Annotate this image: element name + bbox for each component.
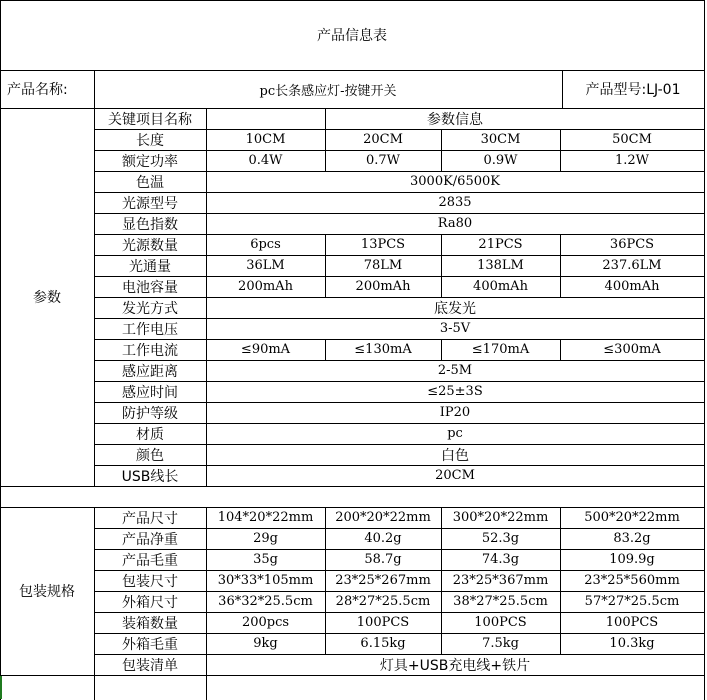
pack-row-value[interactable]: 6.15kg <box>360 636 406 651</box>
grid-line <box>94 234 705 235</box>
pack-row-label[interactable]: 包装清单 <box>122 657 178 674</box>
pack-row-label[interactable]: 产品净重 <box>122 531 178 548</box>
param-row-value[interactable]: 10CM <box>245 132 286 147</box>
grid-line <box>94 423 705 424</box>
param-row-value[interactable]: 6pcs <box>250 237 281 252</box>
param-row-value[interactable]: IP20 <box>439 405 471 420</box>
param-row-value[interactable]: 36LM <box>246 258 285 273</box>
grid-line <box>325 612 326 634</box>
param-row-value[interactable]: 3-5V <box>439 321 471 336</box>
grid-line <box>94 255 705 256</box>
grid-line <box>325 108 326 130</box>
param-row-label[interactable]: 防护等级 <box>122 405 178 422</box>
param-row-value[interactable]: ≤90mA <box>240 342 291 357</box>
grid-line <box>206 591 207 613</box>
param-row-label[interactable]: 工作电流 <box>122 342 178 359</box>
grid-line <box>206 612 207 634</box>
grid-line <box>325 591 326 613</box>
param-row-value[interactable]: 2835 <box>438 195 472 210</box>
pack-row-value[interactable]: 100PCS <box>605 615 659 630</box>
grid-line <box>94 129 705 130</box>
grid-line <box>560 549 561 571</box>
pack-row-label[interactable]: 包装尺寸 <box>122 573 178 590</box>
param-row-label[interactable]: 光源型号 <box>122 195 178 212</box>
pack-row-value[interactable]: 104*20*22mm <box>217 510 314 525</box>
pack-row-value[interactable]: 40.2g <box>364 531 402 546</box>
param-row-value[interactable]: 138LM <box>477 258 524 273</box>
param-row-value[interactable]: 20CM <box>435 468 475 483</box>
grid-line <box>94 654 705 655</box>
grid-line <box>206 570 207 592</box>
grid-line <box>325 633 326 655</box>
pack-row-value[interactable]: 10.3kg <box>609 636 655 651</box>
param-row-value[interactable]: 0.4W <box>248 153 283 168</box>
param-row-value[interactable]: 0.7W <box>365 153 401 168</box>
grid-line <box>94 339 705 340</box>
param-row-value[interactable]: 36PCS <box>609 237 655 252</box>
param-row-value[interactable]: 30CM <box>480 132 521 147</box>
param-row-label[interactable]: 色温 <box>136 174 164 191</box>
grid-line <box>560 255 561 277</box>
grid-line <box>560 612 561 634</box>
pack-row-label[interactable]: 外箱毛重 <box>122 636 178 653</box>
grid-line <box>206 402 207 424</box>
grid-line <box>94 360 705 361</box>
grid-line <box>0 486 705 487</box>
grid-line <box>560 276 561 298</box>
pack-row-value[interactable]: 9kg <box>253 636 278 651</box>
pack-row-value[interactable]: 57*27*25.5cm <box>584 594 680 609</box>
param-row-label[interactable]: 材质 <box>136 426 164 443</box>
grid-line <box>325 528 326 550</box>
pack-row-value[interactable]: 38*27*25.5cm <box>453 594 548 609</box>
selection-indicator <box>0 676 2 699</box>
param-row-value[interactable]: 50CM <box>612 132 652 147</box>
pack-row-value[interactable]: 30*33*105mm <box>217 573 314 588</box>
grid-line <box>441 129 442 151</box>
pack-row-value[interactable]: 灯具+USB充电线+铁片 <box>379 657 531 674</box>
grid-line <box>206 507 207 529</box>
grid-line <box>94 192 705 193</box>
grid-line <box>441 633 442 655</box>
grid-line <box>94 444 705 445</box>
param-row-value[interactable]: 400mAh <box>473 279 528 294</box>
product-model-label[interactable]: 产品型号:LJ-01 <box>585 82 681 98</box>
grid-line <box>206 108 207 130</box>
param-row-value[interactable]: 20CM <box>363 132 403 147</box>
grid-line <box>206 633 207 655</box>
param-row-label[interactable]: 感应时间 <box>122 384 178 401</box>
grid-line <box>94 150 705 151</box>
grid-line <box>94 528 705 529</box>
param-row-value[interactable]: 200mAh <box>355 279 411 294</box>
grid-line <box>560 633 561 655</box>
grid-line <box>0 0 705 1</box>
grid-line <box>0 0 1 700</box>
param-row-label[interactable]: 电池容量 <box>122 279 178 296</box>
grid-line <box>94 171 705 172</box>
params-group-label[interactable]: 参数 <box>33 290 61 306</box>
param-row-label[interactable]: 光源数量 <box>122 237 178 254</box>
pack-row-value[interactable]: 200pcs <box>241 615 290 630</box>
pack-row-label[interactable]: 产品毛重 <box>122 552 178 569</box>
param-row-value[interactable]: pc <box>447 426 463 441</box>
grid-line <box>441 591 442 613</box>
grid-line <box>94 549 705 550</box>
grid-line <box>94 318 705 319</box>
grid-line <box>206 654 207 676</box>
sheet-title[interactable]: 产品信息表 <box>317 28 387 44</box>
param-row-label[interactable]: 光通量 <box>129 258 171 275</box>
grid-line <box>0 507 705 508</box>
param-row-value[interactable]: 78LM <box>363 258 403 273</box>
grid-line <box>560 591 561 613</box>
pack-row-value[interactable]: 100PCS <box>474 615 527 630</box>
grid-line <box>441 612 442 634</box>
grid-line <box>206 318 207 340</box>
product-name-label[interactable]: 产品名称: <box>7 82 68 98</box>
grid-line <box>560 234 561 256</box>
grid-line <box>206 276 207 298</box>
grid-line <box>94 108 95 487</box>
grid-line <box>441 234 442 256</box>
pack-row-value[interactable]: 74.3g <box>481 552 520 567</box>
grid-line <box>325 549 326 571</box>
param-row-value[interactable]: 1.2W <box>614 153 650 168</box>
grid-line <box>325 255 326 277</box>
param-row-value[interactable]: 底发光 <box>434 300 476 317</box>
pack-row-value[interactable]: 23*25*560mm <box>584 573 680 588</box>
param-row-value[interactable]: 2-5M <box>437 363 473 378</box>
pack-row-value[interactable]: 36*32*25.5cm <box>218 594 313 609</box>
param-row-value[interactable]: 3000K/6500K <box>410 174 500 189</box>
param-row-value[interactable]: ≤25±3S <box>427 384 483 399</box>
pack-row-value[interactable]: 29g <box>253 531 278 546</box>
grid-line <box>441 150 442 172</box>
param-row-label[interactable]: 发光方式 <box>122 300 178 317</box>
pack-row-value[interactable]: 500*20*22mm <box>584 510 680 525</box>
pack-row-value[interactable]: 300*20*22mm <box>452 510 549 525</box>
pack-row-value[interactable]: 83.2g <box>613 531 651 546</box>
grid-line <box>441 528 442 550</box>
grid-line <box>206 192 207 214</box>
grid-line <box>94 591 705 592</box>
grid-line <box>206 171 207 193</box>
grid-line <box>560 339 561 361</box>
grid-line <box>441 276 442 298</box>
param-row-value[interactable]: 200mAh <box>238 279 293 294</box>
grid-line <box>206 381 207 403</box>
param-row-value[interactable]: 400mAh <box>604 279 660 294</box>
grid-line <box>94 381 705 382</box>
param-row-label[interactable]: USB线长 <box>121 468 179 485</box>
grid-line <box>94 402 705 403</box>
grid-line <box>704 0 705 700</box>
grid-line <box>441 255 442 277</box>
grid-line <box>206 234 207 256</box>
grid-line <box>325 234 326 256</box>
grid-line <box>0 70 705 71</box>
grid-line <box>206 255 207 277</box>
params-header-item[interactable]: 关键项目名称 <box>108 111 192 128</box>
grid-line <box>560 570 561 592</box>
grid-line <box>325 129 326 151</box>
grid-line <box>560 507 561 529</box>
grid-line <box>441 507 442 529</box>
pack-row-label[interactable]: 外箱尺寸 <box>122 594 178 611</box>
product-name-value[interactable]: pc长条感应灯-按键开关 <box>259 83 397 99</box>
grid-line <box>94 507 95 700</box>
grid-line <box>206 339 207 361</box>
param-row-label[interactable]: 长度 <box>136 132 164 149</box>
grid-line <box>325 570 326 592</box>
pack-row-value[interactable]: 109.9g <box>609 552 655 567</box>
param-row-value[interactable]: 白色 <box>441 447 469 464</box>
param-row-value[interactable]: Ra80 <box>437 216 473 231</box>
param-row-label[interactable]: 工作电压 <box>122 321 178 338</box>
grid-line <box>206 423 207 445</box>
grid-line <box>560 150 561 172</box>
param-row-value[interactable]: 0.9W <box>483 153 518 168</box>
pack-row-value[interactable]: 58.7g <box>364 552 402 567</box>
grid-line <box>94 297 705 298</box>
param-row-label[interactable]: 感应距离 <box>122 363 178 380</box>
packaging-group-label[interactable]: 包装规格 <box>19 584 75 600</box>
pack-row-value[interactable]: 35g <box>253 552 278 567</box>
pack-row-value[interactable]: 52.3g <box>481 531 520 546</box>
grid-line <box>94 213 705 214</box>
grid-line <box>562 70 563 109</box>
param-row-value[interactable]: 21PCS <box>478 237 523 252</box>
grid-line <box>206 150 207 172</box>
param-row-value[interactable]: ≤130mA <box>354 342 412 357</box>
param-row-value[interactable]: 237.6LM <box>602 258 662 273</box>
grid-line <box>560 129 561 151</box>
pack-row-label[interactable]: 产品尺寸 <box>122 510 178 527</box>
grid-line <box>206 444 207 466</box>
grid-line <box>0 108 705 109</box>
param-row-label[interactable]: 显色指数 <box>122 216 178 233</box>
pack-row-value[interactable]: 100PCS <box>356 615 410 630</box>
param-row-label[interactable]: 额定功率 <box>122 153 178 170</box>
grid-line <box>94 276 705 277</box>
grid-line <box>325 150 326 172</box>
grid-line <box>325 276 326 298</box>
param-row-label[interactable]: 颜色 <box>136 447 164 464</box>
pack-row-value[interactable]: 7.5kg <box>482 636 519 651</box>
grid-line <box>441 549 442 571</box>
param-row-value[interactable]: 13PCS <box>360 237 406 252</box>
grid-line <box>94 465 705 466</box>
pack-row-value[interactable]: 23*25*367mm <box>452 573 549 588</box>
grid-line <box>0 675 705 676</box>
grid-line <box>94 612 705 613</box>
grid-line <box>94 633 705 634</box>
grid-line <box>94 570 705 571</box>
pack-row-value[interactable]: 28*27*25.5cm <box>335 594 431 609</box>
params-header-info[interactable]: 参数信息 <box>427 111 483 128</box>
grid-line <box>206 213 207 235</box>
grid-line <box>206 549 207 571</box>
grid-line <box>206 465 207 487</box>
grid-line <box>206 297 207 319</box>
grid-line <box>206 360 207 382</box>
grid-line <box>441 339 442 361</box>
grid-line <box>206 528 207 550</box>
grid-line <box>441 570 442 592</box>
pack-row-value[interactable]: 200*20*22mm <box>335 510 431 525</box>
param-row-value[interactable]: ≤170mA <box>471 342 530 357</box>
grid-line <box>206 675 207 700</box>
pack-row-value[interactable]: 23*25*267mm <box>335 573 431 588</box>
grid-line <box>560 528 561 550</box>
grid-line <box>94 70 95 109</box>
pack-row-label[interactable]: 装箱数量 <box>122 615 178 632</box>
grid-line <box>325 507 326 529</box>
grid-line <box>325 339 326 361</box>
grid-line <box>206 129 207 151</box>
param-row-value[interactable]: ≤300mA <box>603 342 661 357</box>
